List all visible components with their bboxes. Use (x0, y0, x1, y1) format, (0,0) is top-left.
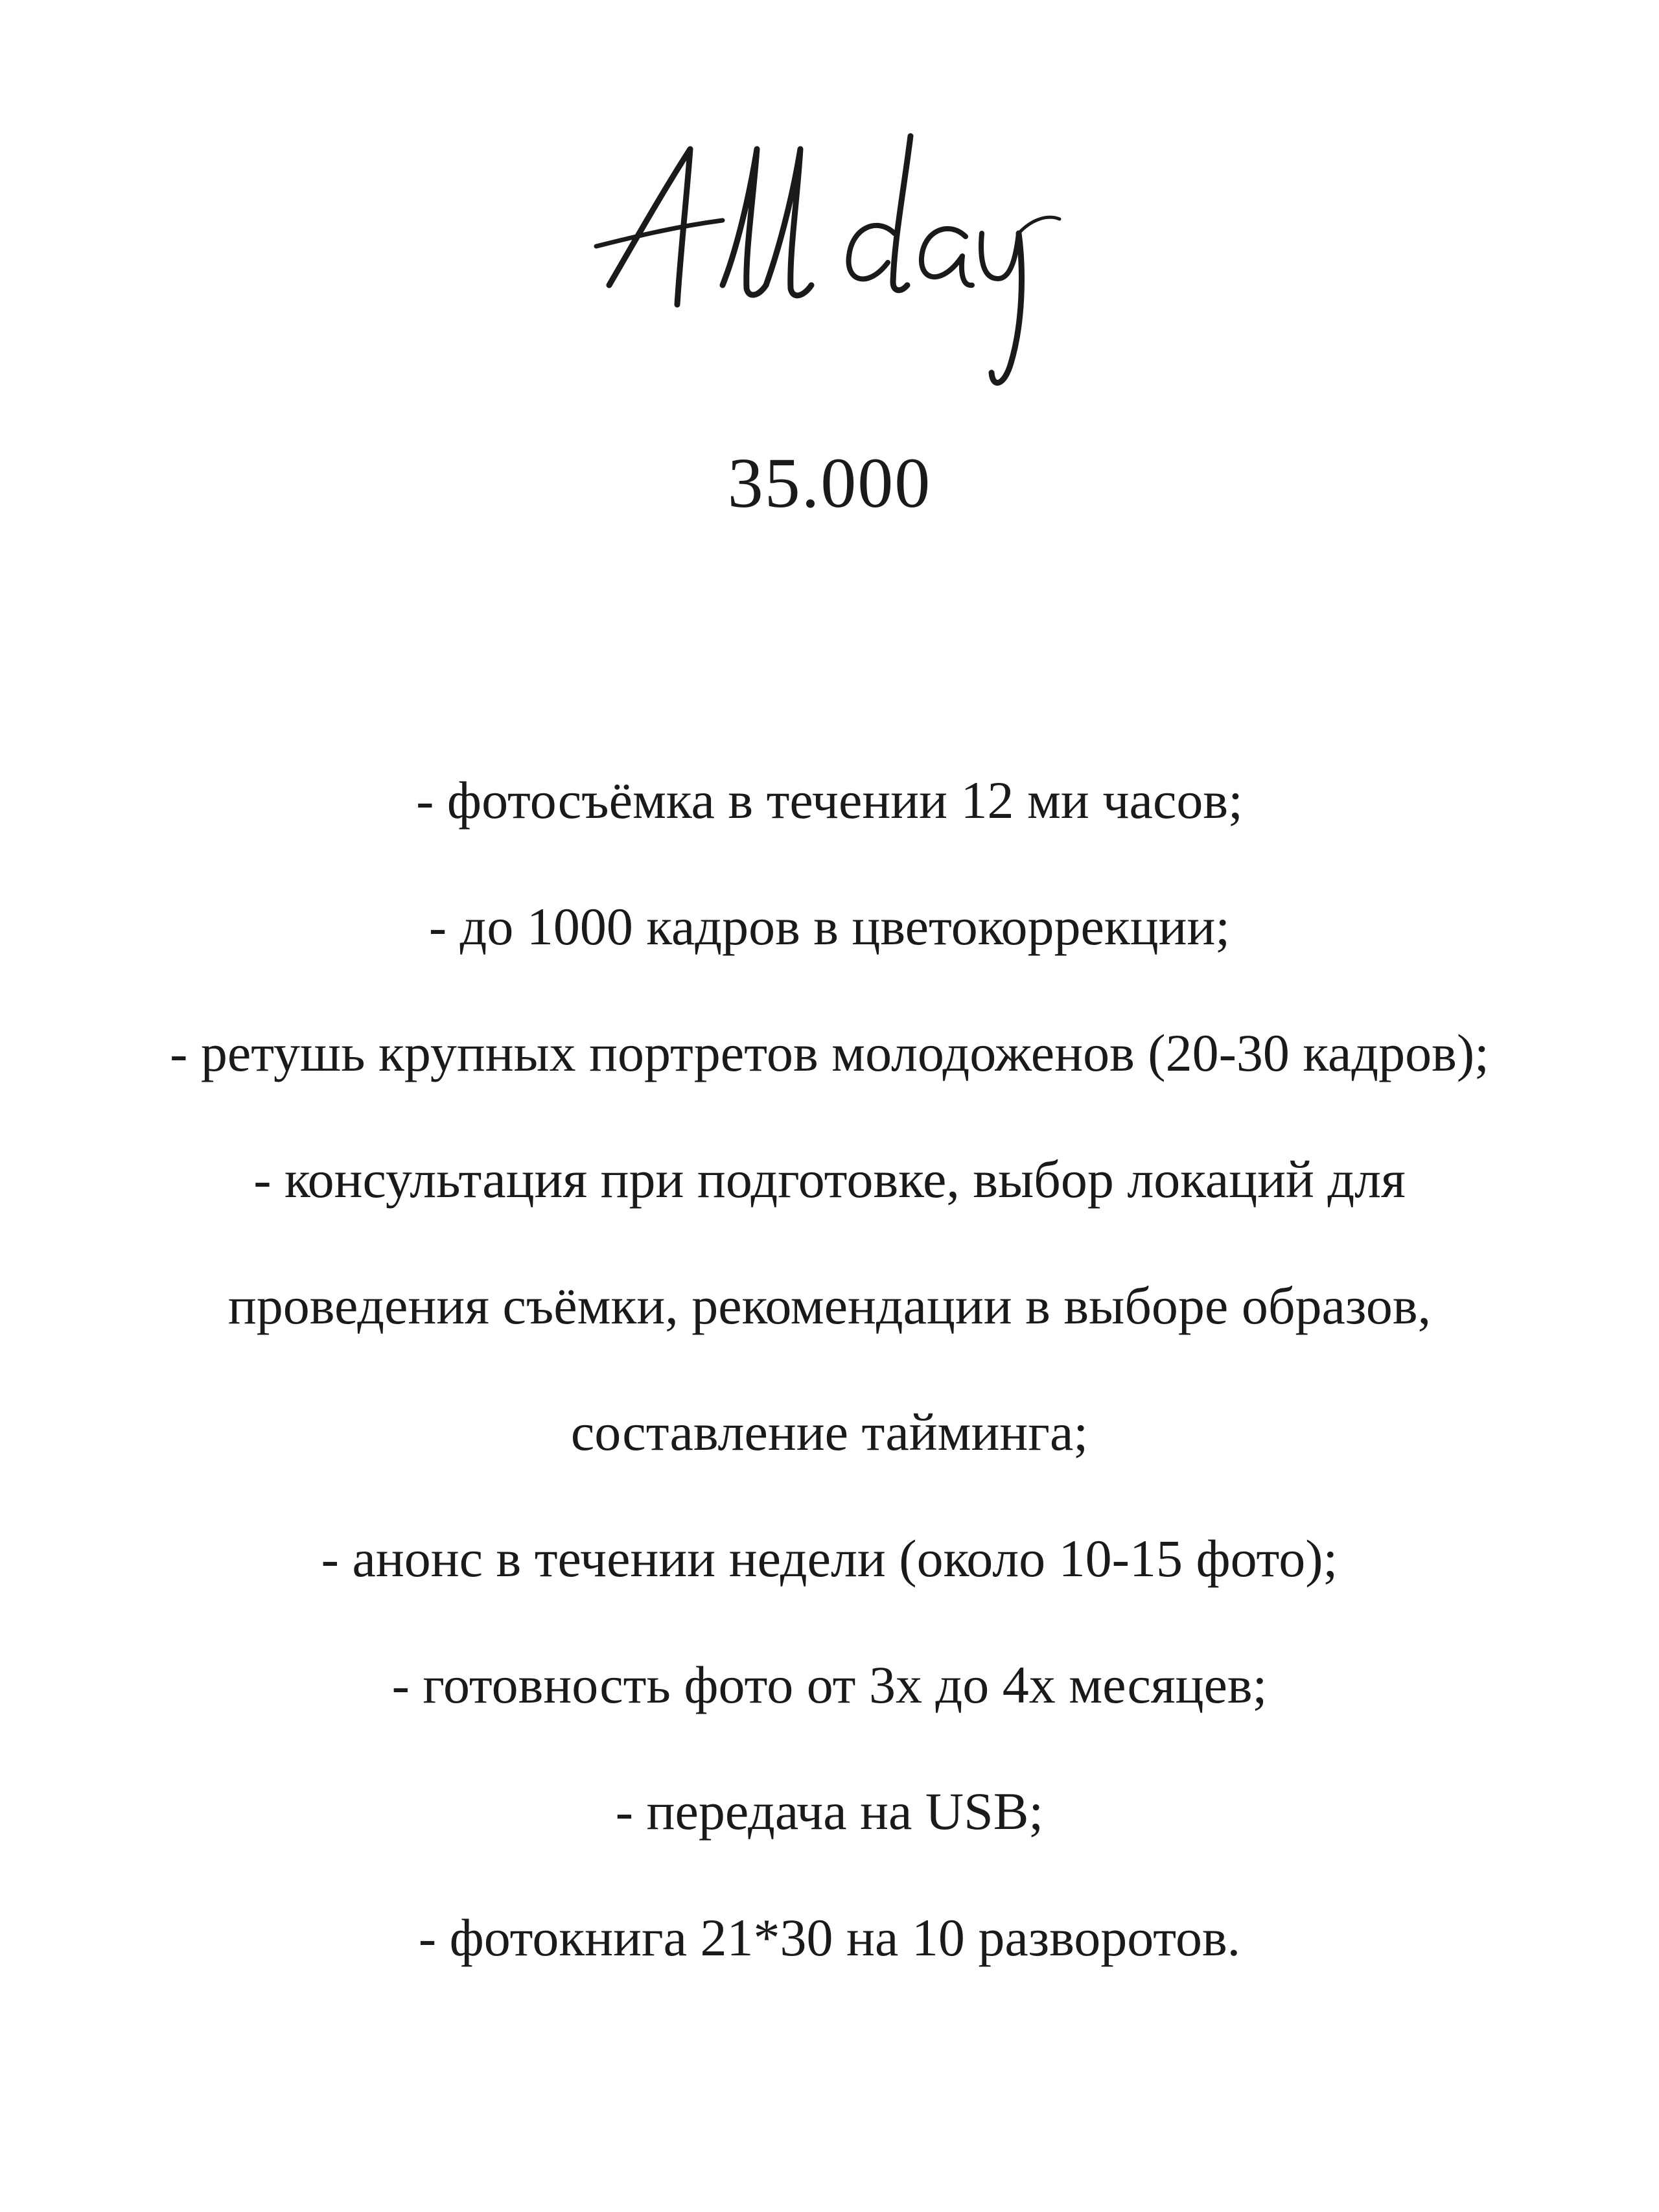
feature-line: - фотокнига 21*30 на 10 разворотов. (418, 1908, 1241, 1967)
package-price: 35.000 (727, 443, 932, 522)
feature-line: составление тайминга; (570, 1403, 1089, 1461)
feature-line: - передача на USB; (615, 1782, 1044, 1841)
feature-line: - фотосъёмка в течении 12 ми часов; (416, 771, 1243, 830)
feature-line: - консультация при подготовке, выбор локаций для (253, 1150, 1406, 1209)
feature-line: - ретушь крупных портретов молодоженов (20-30 кадров); (170, 1023, 1489, 1082)
feature-line: - анонс в течении недели (около 10-15 фото); (321, 1529, 1338, 1588)
feature-line: - готовность фото от 3х до 4х месяцев; (391, 1655, 1268, 1714)
feature-line: проведения съёмки, рекомендации в выборе образов, (227, 1276, 1432, 1335)
feature-line: - до 1000 кадров в цветокоррекции; (428, 897, 1231, 956)
feature-list (0, 768, 1659, 2032)
title-script-lettering (583, 123, 1076, 408)
package-title (0, 123, 1659, 421)
